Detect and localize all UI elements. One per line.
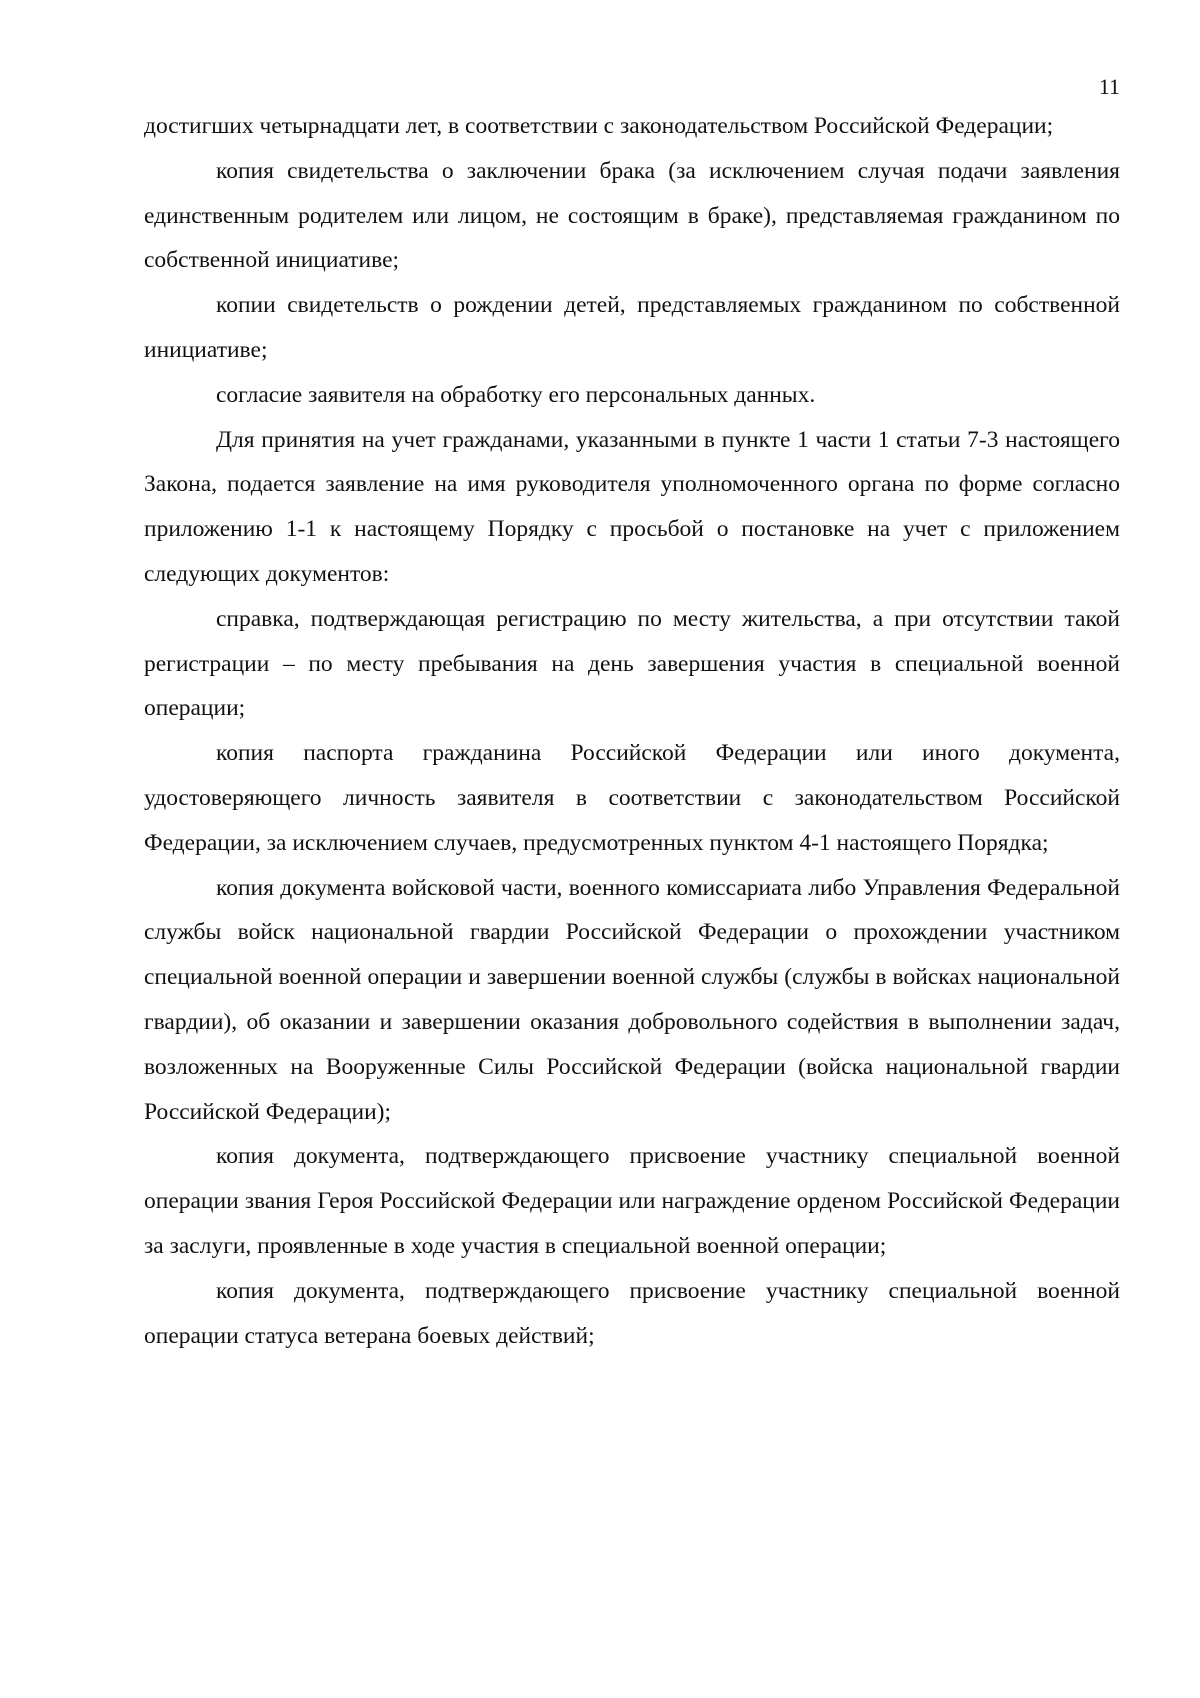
- paragraph-marriage-certificate: копия свидетельства о заключении брака (за исключением случая подачи заявления единственным родителем или лицом, не состоящим в браке), представляемая гражданином по собственной инициативе;: [144, 157, 1120, 274]
- paragraph-military-unit-document: копия документа войсковой части, военного комиссариата либо Управления Федеральной службы войск национальной гвардии Российской Федерации о прохождении участником специальной военной операции и завершении военной службы (службы в войсках национальной гвардии), об оказании и завершении оказания добровольного содействия в выполнении задач, возложенных на Вооруженные Силы Российской Федерации (войска национальной гвардии Российской Федерации);: [144, 874, 1120, 1125]
- paragraph-registration-application: Для принятия на учет гражданами, указанными в пункте 1 части 1 статьи 7-3 настоящего Закона, подается заявление на имя руководителя уполномоченного органа по форме согласно приложению 1-1 к настоящему Порядку с просьбой о постановке на учет с приложением следующих документов:: [144, 426, 1120, 587]
- paragraph-residence-certificate: справка, подтверждающая регистрацию по месту жительства, а при отсутствии такой регистрации – по месту пребывания на день завершения участия в специальной военной операции;: [144, 605, 1120, 722]
- paragraph-passport-copy: копия паспорта гражданина Российской Федерации или иного документа, удостоверяющего личность заявителя в соответствии с законодательством Российской Федерации, за исключением случаев, предусмотренных пунктом 4-1 настоящего Порядка;: [144, 740, 1120, 856]
- page-number: 11: [1098, 74, 1120, 99]
- document-body: [144, 104, 1120, 1358]
- paragraph-personal-data-consent: согласие заявителя на обработку его персональных данных.: [216, 381, 816, 408]
- paragraph-birth-certificates: копии свидетельств о рождении детей, представляемых гражданином по собственной инициативе;: [144, 292, 1120, 363]
- paragraph-veteran-status-document: копия документа, подтверждающего присвоение участнику специальной военной операции статуса ветерана боевых действий;: [144, 1277, 1120, 1349]
- paragraph-continuation: достигших четырнадцати лет, в соответствии с законодательством Российской Федерации;: [144, 113, 1054, 139]
- paragraph-hero-title-document: копия документа, подтверждающего присвоение участнику специальной военной операции звания Героя Российской Федерации или награждение орденом Российской Федерации за заслуги, проявленные в ходе участия в специальной военной операции;: [144, 1143, 1120, 1259]
